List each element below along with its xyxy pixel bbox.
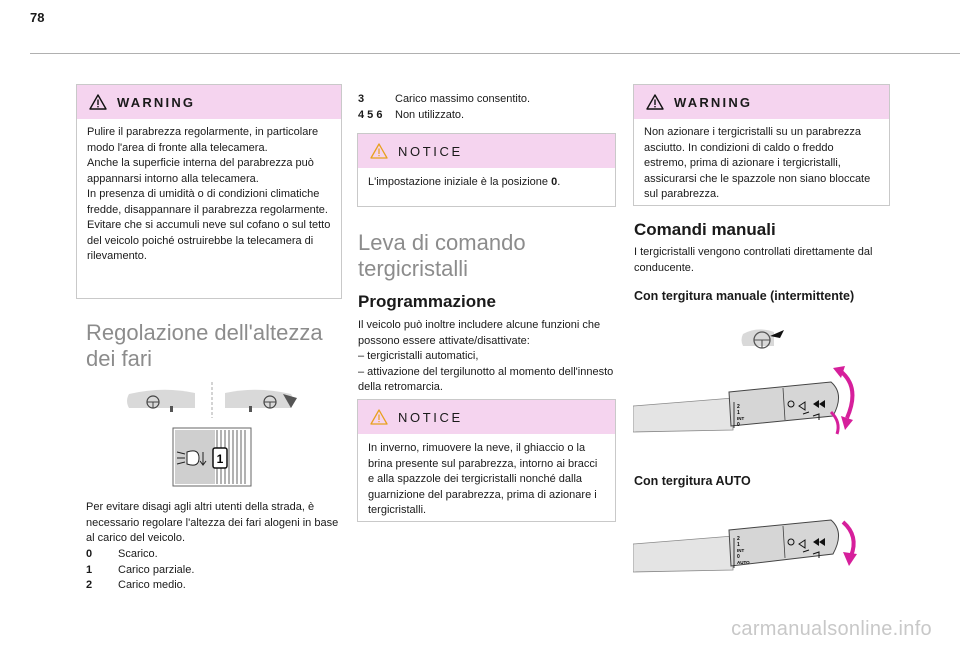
notice-text: In inverno, rimuovere la neve, il ghiaccio o la brina presente sul parabrezza, intorno ai bracci e alla spazzole dei tergicristalli nonché dalla guarnizione del parabrezza, prima di azionare i tergicristalli.	[368, 442, 598, 516]
wiper-heading-line2: tergicristalli	[358, 256, 469, 281]
list-key: 3	[358, 93, 365, 105]
list-item	[86, 578, 342, 594]
notice-body	[358, 434, 615, 527]
list-item	[358, 92, 616, 108]
watermark: carmanualsonline.info	[731, 618, 932, 640]
list-text: Non utilizzato.	[395, 108, 465, 121]
stalk-mark: INT	[737, 548, 745, 553]
wiper-heading-line1: Leva di comando	[358, 230, 526, 255]
notice-box-winter	[357, 399, 616, 522]
steering-wheel-icon	[740, 320, 786, 354]
manual-controls-intro: I tergicristalli vengono controllati direttamente dal conducente.	[634, 246, 873, 274]
list-text: Carico parziale.	[118, 563, 195, 576]
headlamp-heading	[86, 320, 346, 372]
list-item	[358, 108, 616, 124]
warning-paragraph: Pulire il parabrezza regolarmente, in particolare modo l'area di fronte alla telecamera.	[87, 126, 319, 154]
warning-header	[77, 85, 341, 119]
programming-bullet: – tergicristalli automatici,	[358, 350, 479, 362]
notice-text: L'impostazione iniziale è la posizione	[368, 176, 552, 188]
headlamp-heading-line1: Regolazione dell'altezza	[86, 320, 323, 345]
warning-label: WARNING	[674, 94, 753, 110]
list-text: Carico massimo consentito.	[395, 93, 531, 105]
headlamp-intro: Per evitare disagi agli altri utenti della strada, è necessario regolare l'altezza dei fari alogeni in base al carico del veicolo.	[86, 501, 339, 544]
warning-header	[634, 85, 889, 119]
dial-number: 1	[216, 452, 224, 466]
warning-icon	[89, 94, 107, 110]
warning-paragraph: In presenza di umidità o di condizioni climatiche fredde, disappannare il parabrezza regolarmente.	[87, 188, 328, 216]
headlamp-illustration	[115, 378, 305, 488]
header-rule	[30, 53, 960, 54]
load-list	[86, 547, 342, 594]
list-text: Carico medio.	[118, 579, 186, 591]
notice-label: NOTICE	[398, 409, 463, 425]
warning-label: WARNING	[117, 94, 196, 110]
notice-icon	[370, 143, 388, 159]
notice-header	[358, 134, 615, 168]
list-text: Scarico.	[118, 548, 158, 560]
intermittent-subheading: Con tergitura manuale (intermittente)	[634, 289, 855, 303]
list-key: 1	[86, 563, 93, 576]
list-key: 4 5 6	[358, 108, 383, 121]
programming-heading: Programmazione	[358, 292, 496, 311]
list-item	[86, 547, 342, 563]
stalk-mark: 2	[737, 404, 740, 410]
warning-paragraph: Anche la superficie interna del parabrezza può appannarsi intorno alla telecamera.	[87, 157, 314, 185]
stalk-mark: 0	[737, 422, 740, 428]
dashboard-right	[225, 390, 297, 412]
notice-icon	[370, 409, 388, 425]
warning-box-camera	[76, 84, 342, 299]
list-item	[86, 563, 342, 579]
programming-bullet: – attivazione del tergilunotto al momento dell'innesto della retromarcia.	[358, 365, 614, 393]
notice-box-initial	[357, 133, 616, 207]
notice-text-bold: 0	[551, 176, 558, 188]
dashboard-left	[127, 390, 195, 412]
load-list-continued	[358, 92, 616, 123]
stalk-mark: 0	[737, 554, 740, 560]
list-key: 2	[86, 579, 93, 591]
stalk-mark: 1	[737, 410, 740, 416]
headlamp-heading-line2: dei fari	[86, 346, 153, 371]
warning-body	[634, 119, 889, 211]
warning-box-dry-windscreen	[633, 84, 890, 206]
notice-text-end: .	[557, 176, 561, 188]
list-key: 0	[86, 548, 93, 560]
programming-text	[358, 318, 614, 396]
wiper-stalk-intermittent	[633, 364, 868, 444]
manual-controls-heading: Comandi manuali	[634, 220, 776, 239]
warning-body	[77, 119, 341, 273]
stalk-mark: AUTO	[737, 560, 750, 565]
wiper-stalk-heading	[358, 230, 618, 282]
notice-body	[358, 168, 615, 199]
stalk-mark: 2	[737, 536, 740, 542]
programming-intro: Il veicolo può inoltre includere alcune funzioni che possono essere attivate/disattivate:	[358, 319, 601, 347]
headlamp-dial	[173, 428, 251, 486]
warning-text: Non azionare i tergicristalli su un parabrezza asciutto. In condizioni di caldo o freddo estremo, prima di azionare i tergicristalli, assicurarsi che le spazzole non siano bloccate sul parabrezza.	[644, 126, 871, 200]
notice-label: NOTICE	[398, 143, 463, 159]
stalk-mark: 1	[737, 542, 740, 548]
warning-paragraph: Evitare che si accumuli neve sul cofano o sul tetto del veicolo poiché ostruirebbe la telecamera di rilevamento.	[87, 219, 331, 262]
auto-subheading: Con tergitura AUTO	[634, 474, 751, 488]
stalk-mark: INT	[737, 416, 745, 421]
wiper-stalk-auto	[633, 508, 868, 580]
warning-icon	[646, 94, 664, 110]
rotation-arrow-icon	[843, 522, 857, 566]
page-number: 78	[30, 10, 45, 25]
notice-header	[358, 400, 615, 434]
